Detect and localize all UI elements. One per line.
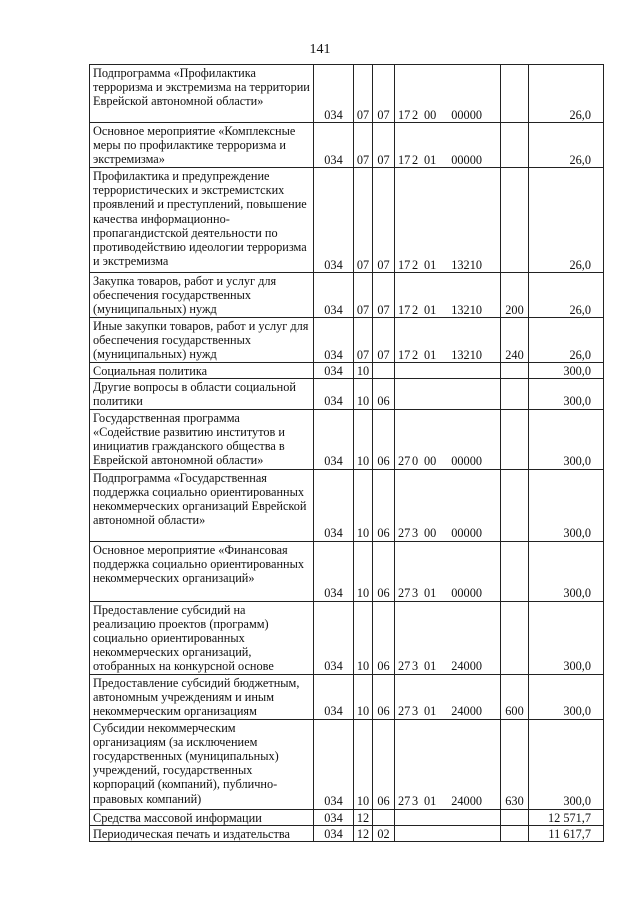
expense-type-cell: [501, 809, 529, 825]
ved-code-cell: 034: [314, 601, 354, 674]
target-article-cell: [395, 469, 501, 541]
expense-type-cell: 600: [501, 674, 529, 719]
target-article-part: 01: [424, 704, 437, 719]
target-article-part: 3: [412, 586, 419, 601]
budget-table: [89, 64, 604, 842]
ved-code-cell: 034: [314, 363, 354, 379]
target-article-part: 3: [412, 659, 419, 674]
row-name-cell: Предоставление субсидий бюджетным, автономным учреждениям и иным некоммерческим организациям: [90, 674, 314, 719]
row-name-cell: Подпрограмма «Государственная поддержка социально ориентированных некоммерческих организаций Еврейской автономной области»: [90, 469, 314, 541]
sum-cell: 11 617,7: [529, 825, 604, 841]
target-article-cell: [395, 379, 501, 409]
target-article-part: 00: [424, 526, 437, 541]
expense-type-cell: [501, 65, 529, 123]
section-code-cell: 10: [354, 379, 373, 409]
target-article-part: 27: [398, 454, 411, 469]
sum-cell: 26,0: [529, 168, 604, 273]
section-code-cell: 10: [354, 601, 373, 674]
target-article-cell: [395, 601, 501, 674]
target-article-part: 0: [412, 454, 419, 469]
target-article-part: 17: [398, 257, 411, 272]
row-name-cell: Профилактика и предупреждение террористических и экстремистских проявлений и преступлений, повышение качества информационно-пропагандистской деятельности по противодействию идеологии терроризма и экстремизма: [90, 168, 314, 273]
target-article-part: 13210: [451, 347, 482, 362]
expense-type-cell: [501, 409, 529, 469]
target-article-part: 3: [412, 526, 419, 541]
target-article-part: 24000: [451, 659, 482, 674]
row-name-cell: Закупка товаров, работ и услуг для обеспечения государственных (муниципальных) нужд: [90, 273, 314, 318]
ved-code-cell: 034: [314, 541, 354, 601]
section-code-cell: 10: [354, 674, 373, 719]
subsection-code-cell: 06: [373, 674, 395, 719]
row-name-cell: Предоставление субсидий на реализацию проектов (программ) социально ориентированных некоммерческих организаций, отобранных на конкурсной основе: [90, 601, 314, 674]
target-article-cell: [395, 65, 501, 123]
expense-type-cell: [501, 379, 529, 409]
sum-cell: 300,0: [529, 363, 604, 379]
target-article-part: 01: [424, 302, 437, 317]
target-article-part: 01: [424, 257, 437, 272]
table-row: [90, 541, 604, 601]
target-article-part: 01: [424, 586, 437, 601]
subsection-code-cell: 06: [373, 409, 395, 469]
target-article-cell: [395, 825, 501, 841]
expense-type-cell: 630: [501, 719, 529, 809]
subsection-code-cell: [373, 363, 395, 379]
sum-cell: 26,0: [529, 273, 604, 318]
target-article-part: 24000: [451, 794, 482, 809]
subsection-code-cell: 07: [373, 123, 395, 168]
subsection-code-cell: 07: [373, 65, 395, 123]
sum-cell: 300,0: [529, 379, 604, 409]
subsection-code-cell: 06: [373, 379, 395, 409]
subsection-code-cell: [373, 809, 395, 825]
target-article-part: 01: [424, 347, 437, 362]
row-name-cell: Социальная политика: [90, 363, 314, 379]
table-row: [90, 469, 604, 541]
section-code-cell: 12: [354, 809, 373, 825]
sum-cell: 26,0: [529, 318, 604, 363]
target-article-part: 2: [412, 347, 419, 362]
section-code-cell: 10: [354, 469, 373, 541]
target-article-cell: [395, 719, 501, 809]
table-row: [90, 379, 604, 409]
table-row: [90, 719, 604, 809]
ved-code-cell: 034: [314, 409, 354, 469]
page-number: 141: [309, 42, 331, 57]
expense-type-cell: [501, 469, 529, 541]
ved-code-cell: 034: [314, 674, 354, 719]
target-article-part: 24000: [451, 704, 482, 719]
target-article-part: 2: [412, 107, 419, 122]
target-article-part: 27: [398, 586, 411, 601]
ved-code-cell: 034: [314, 825, 354, 841]
target-article-cell: [395, 809, 501, 825]
table-row: [90, 825, 604, 841]
row-name-cell: Иные закупки товаров, работ и услуг для обеспечения государственных (муниципальных) нужд: [90, 318, 314, 363]
target-article-part: 01: [424, 659, 437, 674]
ved-code-cell: 034: [314, 719, 354, 809]
table-row: [90, 601, 604, 674]
target-article-part: 00000: [451, 526, 482, 541]
row-name-cell: Периодическая печать и издательства: [90, 825, 314, 841]
section-code-cell: 07: [354, 65, 373, 123]
expense-type-cell: [501, 168, 529, 273]
section-code-cell: 10: [354, 541, 373, 601]
target-article-cell: [395, 273, 501, 318]
sum-cell: 300,0: [529, 469, 604, 541]
target-article-part: 2: [412, 152, 419, 167]
target-article-part: 00: [424, 107, 437, 122]
row-name-cell: Подпрограмма «Профилактика терроризма и экстремизма на территории Еврейской автономной области»: [90, 65, 314, 123]
target-article-part: 27: [398, 704, 411, 719]
ved-code-cell: 034: [314, 168, 354, 273]
target-article-part: 2: [412, 257, 419, 272]
table-row: [90, 674, 604, 719]
target-article-cell: [395, 168, 501, 273]
section-code-cell: 07: [354, 123, 373, 168]
target-article-part: 27: [398, 526, 411, 541]
target-article-part: 00000: [451, 454, 482, 469]
sum-cell: 300,0: [529, 719, 604, 809]
ved-code-cell: 034: [314, 123, 354, 168]
ved-code-cell: 034: [314, 379, 354, 409]
section-code-cell: 07: [354, 168, 373, 273]
expense-type-cell: 200: [501, 273, 529, 318]
section-code-cell: 07: [354, 318, 373, 363]
table-row: [90, 273, 604, 318]
ved-code-cell: 034: [314, 318, 354, 363]
expense-type-cell: [501, 123, 529, 168]
target-article-part: 27: [398, 659, 411, 674]
table-row: [90, 318, 604, 363]
table-row: [90, 809, 604, 825]
ved-code-cell: 034: [314, 809, 354, 825]
table-row: [90, 168, 604, 273]
ved-code-cell: 034: [314, 65, 354, 123]
sum-cell: 300,0: [529, 601, 604, 674]
subsection-code-cell: 07: [373, 168, 395, 273]
table-row: [90, 409, 604, 469]
table-row: [90, 363, 604, 379]
expense-type-cell: [501, 363, 529, 379]
sum-cell: 26,0: [529, 65, 604, 123]
sum-cell: 26,0: [529, 123, 604, 168]
subsection-code-cell: 06: [373, 719, 395, 809]
row-name-cell: Государственная программа «Содействие развитию институтов и инициатив гражданского общества в Еврейской автономной области»: [90, 409, 314, 469]
target-article-part: 13210: [451, 302, 482, 317]
sum-cell: 12 571,7: [529, 809, 604, 825]
target-article-part: 3: [412, 794, 419, 809]
target-article-part: 00000: [451, 152, 482, 167]
sum-cell: 300,0: [529, 541, 604, 601]
sum-cell: 300,0: [529, 674, 604, 719]
row-name-cell: Основное мероприятие «Финансовая поддержка социально ориентированных некоммерческих организаций»: [90, 541, 314, 601]
section-code-cell: 12: [354, 825, 373, 841]
subsection-code-cell: 06: [373, 469, 395, 541]
row-name-cell: Средства массовой информации: [90, 809, 314, 825]
row-name-cell: Другие вопросы в области социальной политики: [90, 379, 314, 409]
target-article-part: 00000: [451, 586, 482, 601]
target-article-cell: [395, 541, 501, 601]
subsection-code-cell: 02: [373, 825, 395, 841]
target-article-part: 00: [424, 454, 437, 469]
target-article-cell: [395, 123, 501, 168]
target-article-cell: [395, 363, 501, 379]
expense-type-cell: 240: [501, 318, 529, 363]
subsection-code-cell: 07: [373, 273, 395, 318]
target-article-part: 17: [398, 302, 411, 317]
subsection-code-cell: 06: [373, 601, 395, 674]
section-code-cell: 10: [354, 363, 373, 379]
target-article-part: 13210: [451, 257, 482, 272]
target-article-cell: [395, 674, 501, 719]
row-name-cell: Субсидии некоммерческим организациям (за исключением государственных (муниципальных) учреждений, государственных корпораций (компаний), публично-правовых компаний): [90, 719, 314, 809]
target-article-part: 3: [412, 704, 419, 719]
expense-type-cell: [501, 825, 529, 841]
target-article-part: 17: [398, 107, 411, 122]
target-article-part: 00000: [451, 107, 482, 122]
section-code-cell: 10: [354, 719, 373, 809]
target-article-part: 01: [424, 152, 437, 167]
expense-type-cell: [501, 541, 529, 601]
ved-code-cell: 034: [314, 469, 354, 541]
subsection-code-cell: 06: [373, 541, 395, 601]
subsection-code-cell: 07: [373, 318, 395, 363]
ved-code-cell: 034: [314, 273, 354, 318]
table-row: [90, 123, 604, 168]
target-article-cell: [395, 318, 501, 363]
table-row: [90, 65, 604, 123]
section-code-cell: 10: [354, 409, 373, 469]
row-name-cell: Основное мероприятие «Комплексные меры по профилактике терроризма и экстремизма»: [90, 123, 314, 168]
expense-type-cell: [501, 601, 529, 674]
sum-cell: 300,0: [529, 409, 604, 469]
target-article-part: 01: [424, 794, 437, 809]
target-article-part: 17: [398, 152, 411, 167]
section-code-cell: 07: [354, 273, 373, 318]
target-article-part: 2: [412, 302, 419, 317]
target-article-part: 17: [398, 347, 411, 362]
target-article-cell: [395, 409, 501, 469]
target-article-part: 27: [398, 794, 411, 809]
